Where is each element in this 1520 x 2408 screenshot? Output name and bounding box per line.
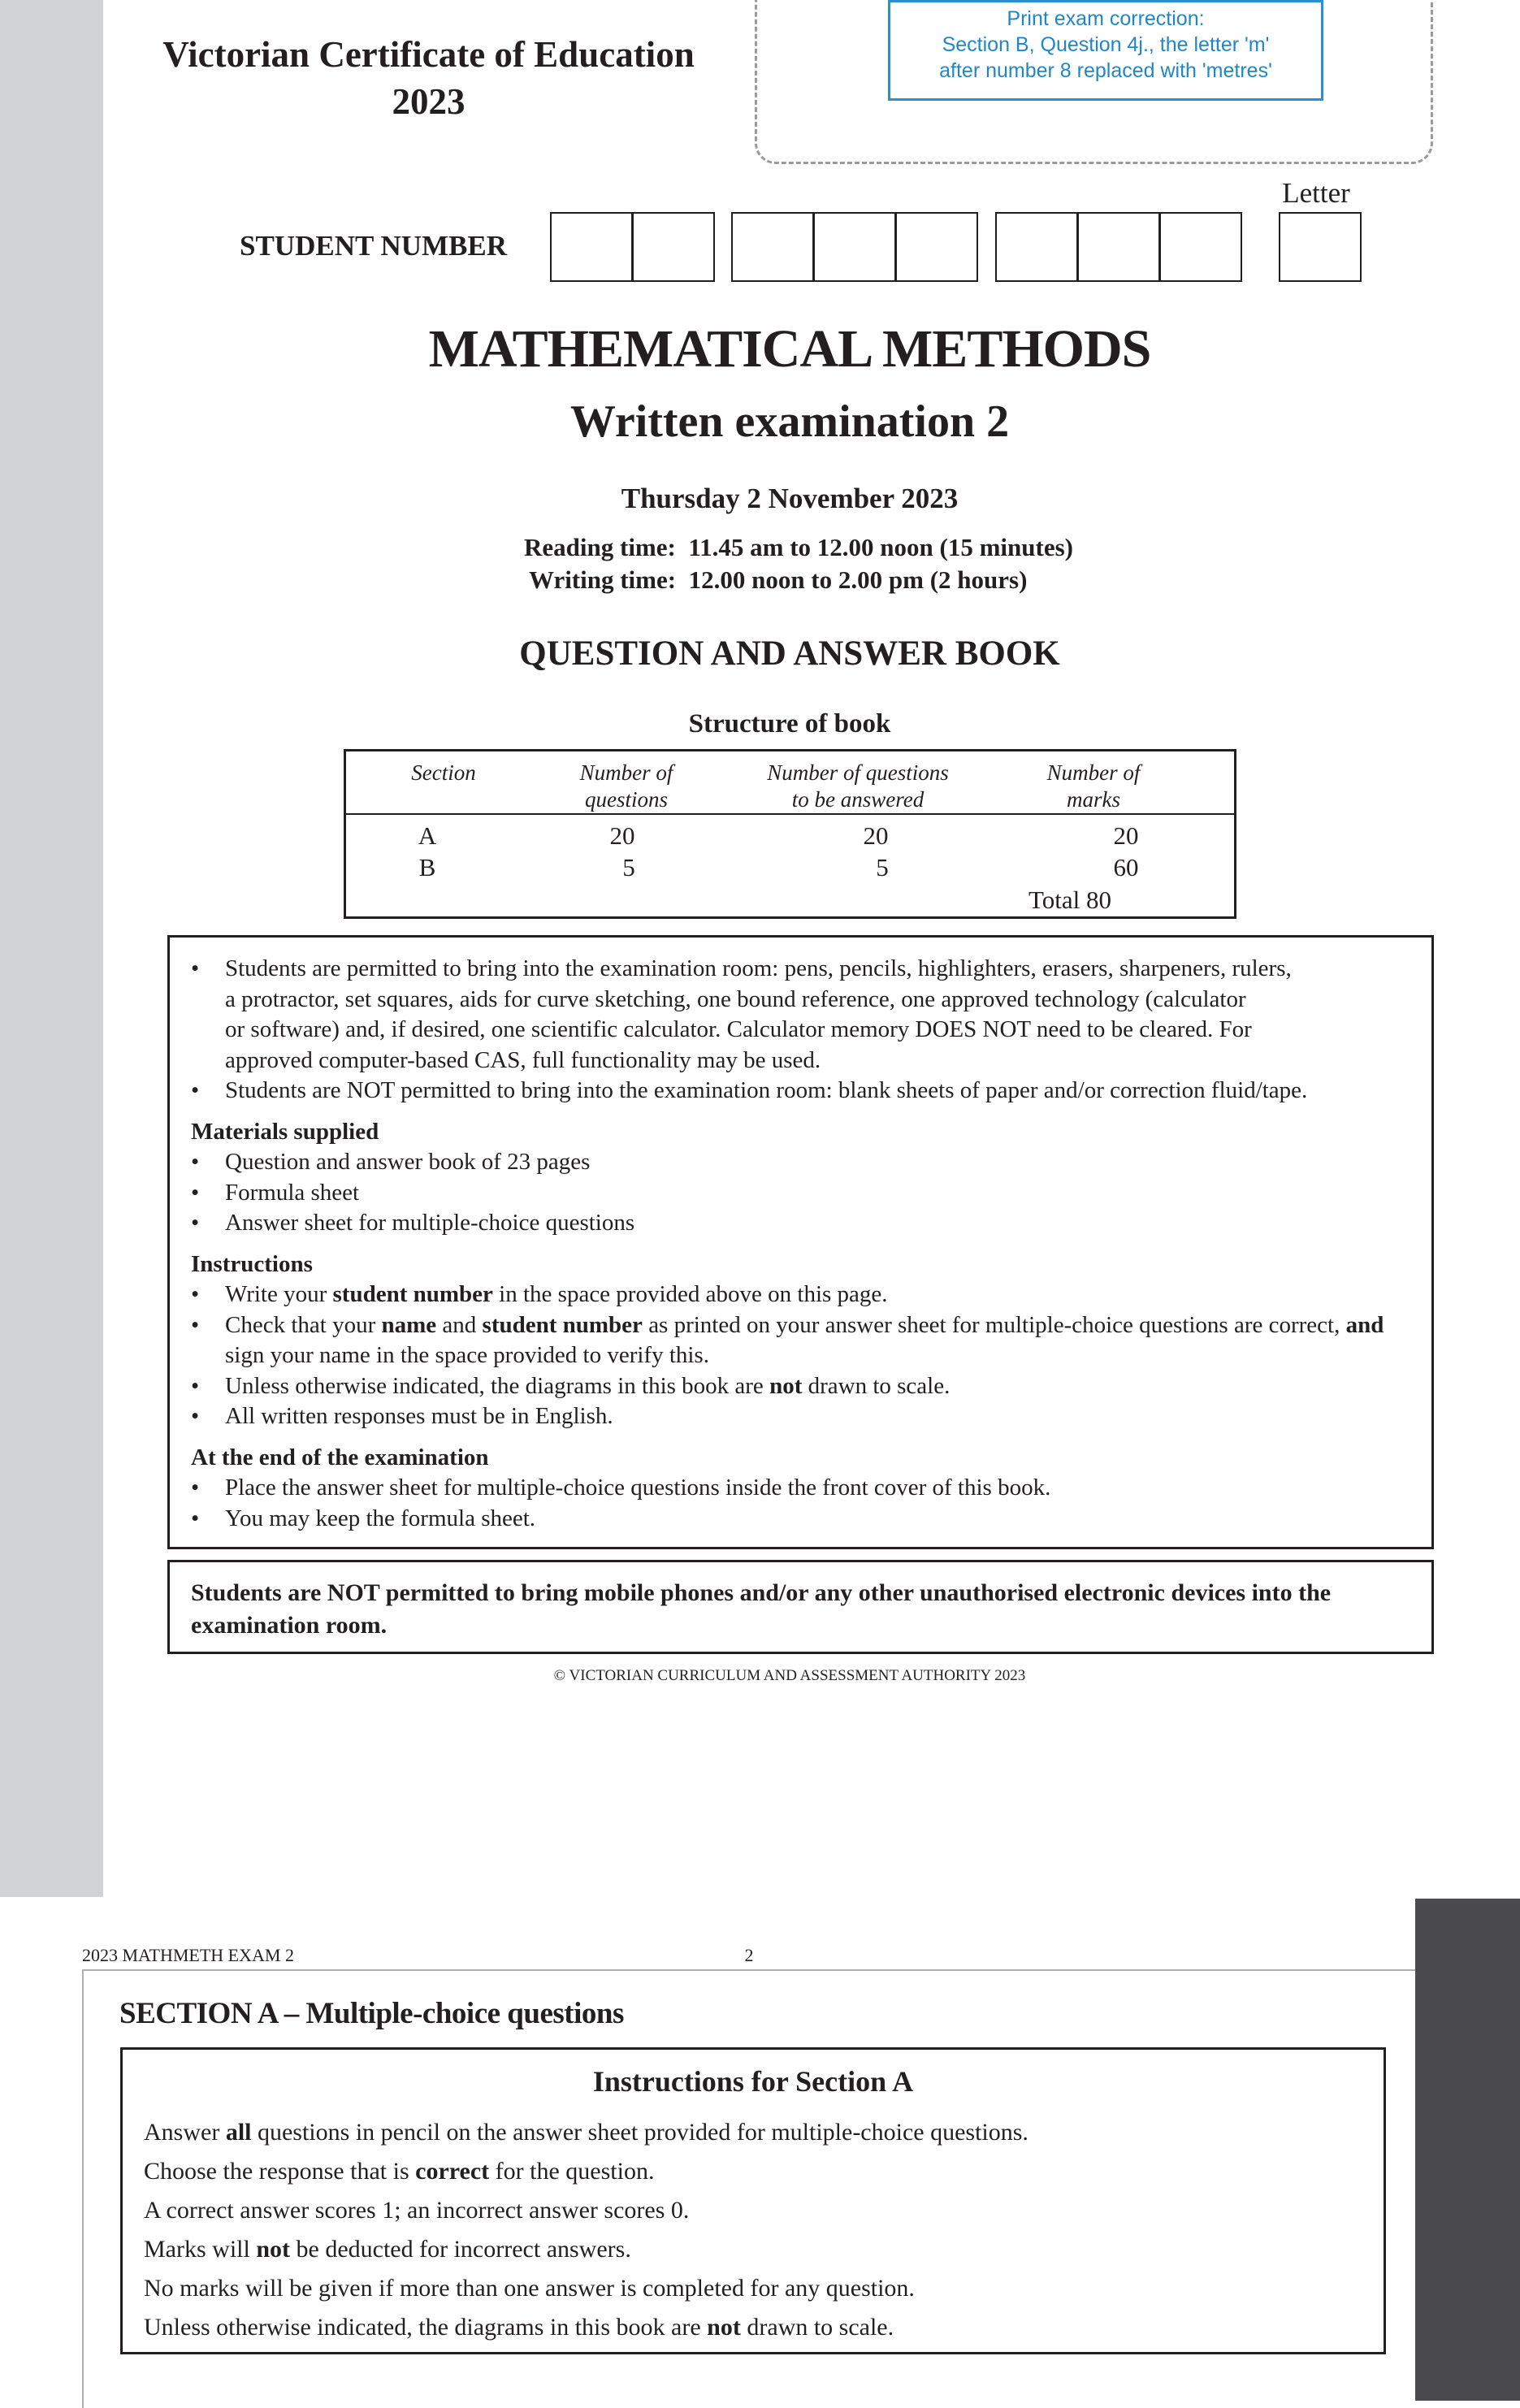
table-header-questions: Number of questions [579,760,673,812]
rules-box [167,935,1434,1549]
list-item: • Check that your name and student number as printed on your answer sheet for multiple-choice questions are correct, and sign your name in the space provided to verify this. [191,1310,1415,1371]
student-number-digit-box[interactable] [995,212,1078,282]
table-header-marks: Number of marks [1046,760,1141,812]
list-item: • Formula sheet [191,1178,1415,1209]
writing-time: Writing time: 12.00 noon to 2.00 pm (2 hours) [529,565,1028,594]
instruction-line: Unless otherwise indicated, the diagrams in this book are not drawn to scale. [144,2314,894,2341]
table-cell: 20 [1113,821,1139,850]
exam-times [524,531,1073,596]
student-number-digit-box[interactable] [813,212,896,282]
student-number-digit-box[interactable] [550,212,633,282]
page-header: 2023 MATHMETH EXAM 2 [82,1945,294,1965]
exam-title: Written examination 2 [569,396,1010,447]
table-cell: 60 [1113,853,1139,881]
table-total: Total 80 [1028,886,1112,914]
table-cell: 5 [876,853,889,881]
student-number-digit-box[interactable] [1159,212,1242,282]
instruction-line: Choose the response that is correct for the question. [144,2158,655,2185]
table-cell: A [418,821,437,850]
section-title: SECTION A – Multiple-choice questions [119,1997,624,2030]
list-item: • Students are NOT permitted to bring into the examination room: blank sheets of paper and/or correction fluid/tape. [191,1076,1415,1107]
instruction-line: No marks will be given if more than one answer is completed for any question. [144,2275,915,2302]
book-title: QUESTION AND ANSWER BOOK [519,634,1060,673]
list-item: • You may keep the formula sheet. [191,1504,1415,1535]
right-margin-bar [1415,1899,1520,2401]
table-cell: 20 [863,821,889,850]
section-a-instructions [120,2047,1386,2354]
table-cell: 20 [609,821,635,850]
materials-list [191,1147,1415,1239]
exam-date: Thursday 2 November 2023 [621,483,959,514]
subject-title: MATHEMATICAL METHODS [428,319,1151,379]
reading-time: Reading time: 11.45 am to 12.00 noon (15 minutes) [524,533,1073,561]
letter-label: Letter [1282,177,1350,209]
instructions-heading: Instructions [191,1250,313,1277]
permitted-list [191,954,1415,1107]
instruction-line: A correct answer scores 1; an incorrect answer scores 0. [144,2197,690,2224]
materials-heading: Materials supplied [191,1118,379,1145]
instruction-line: Marks will not be deducted for incorrect answers. [144,2236,631,2263]
student-number-digit-box[interactable] [632,212,715,282]
student-number-digit-box[interactable] [731,212,814,282]
list-item: • Write your student number in the space provided above on this page. [191,1280,1415,1310]
instructions-list [191,1280,1415,1432]
structure-table [344,749,1236,919]
list-item: • Students are permitted to bring into the examination room: pens, pencils, highlighters, erasers, sharpeners, rulers, a protractor, set squares, aids for curve sketching, one bound reference, one approved technology (calculator or software) and, if desired, one scientific calculator. Calculator memory DOES NOT need to be cleared. For approved computer-based CAS, full functionality may be used. [191,954,1415,1076]
student-number-label: STUDENT NUMBER [240,230,507,262]
student-number-digit-box[interactable] [1077,212,1160,282]
list-item: • Answer sheet for multiple-choice questions [191,1208,1415,1239]
instructions-title: Instructions for Section A [592,2065,914,2098]
structure-title: Structure of book [688,709,891,738]
list-item: • All written responses must be in English. [191,1401,1415,1432]
end-heading: At the end of the examination [191,1444,489,1470]
list-item: • Unless otherwise indicated, the diagrams in this book are not drawn to scale. [191,1371,1415,1402]
student-number-letter-box[interactable] [1279,212,1362,282]
page-number: 2 [744,1945,754,1965]
instruction-line: Answer all questions in pencil on the answer sheet provided for multiple-choice questions. [144,2119,1028,2146]
list-item: • Place the answer sheet for multiple-choice questions inside the front cover of this book. [191,1473,1415,1504]
certificate-title: Victorian Certificate of Education 2023 [162,34,695,122]
table-cell: 5 [622,853,635,881]
device-warning: Students are NOT permitted to bring mobile phones and/or any other unauthorised electronic devices into the examination room. [167,1560,1434,1654]
copyright: © VICTORIAN CURRICULUM AND ASSESSMENT AUTHORITY 2023 [553,1667,1026,1684]
list-item: • Question and answer book of 23 pages [191,1147,1415,1178]
table-header-to-answer: Number of questions to be answered [767,760,949,812]
end-list [191,1473,1415,1534]
left-margin-bar [0,0,103,1897]
table-cell: B [418,853,436,881]
table-header-section: Section [411,760,476,785]
print-correction-notice: Print exam correction: Section B, Question 4j., the letter 'm' after number 8 replaced with 'metres' [888,0,1323,101]
student-number-digit-box[interactable] [895,212,978,282]
